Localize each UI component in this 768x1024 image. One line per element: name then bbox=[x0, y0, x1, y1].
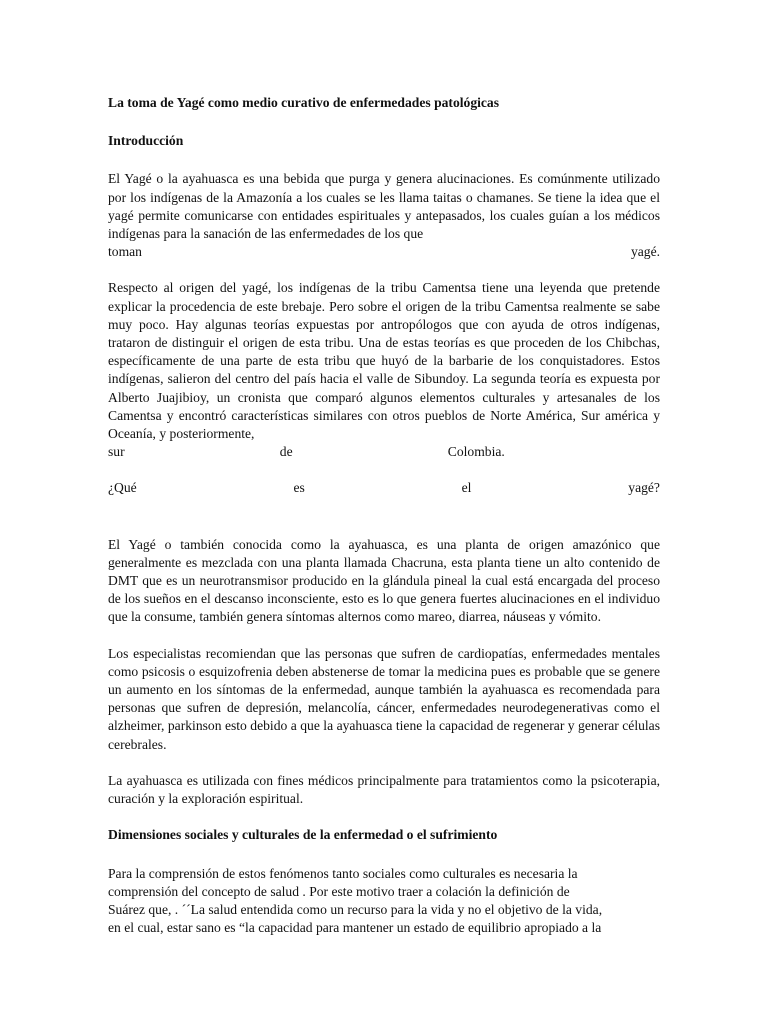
line-word: toman bbox=[108, 244, 142, 260]
paragraph-1: El Yagé o la ayahuasca es una bebida que purga y genera alucinaciones. Es comúnmente utilizado por los indígenas de la Amazonía a los cuales se les llama taitas o chamanes. Se tiene la idea que el yagé permite comunicarse con entidades espirituales y antepasados, los cuales guían a los médicos indígenas para la sanación de las enfermedades de los que bbox=[108, 171, 660, 242]
paragraph-3: El Yagé o también conocida como la ayahuasca, es una planta de origen amazónico que generalmente es mezclada con una planta llamada Chacruna, esta planta tiene un alto contenido de DMT que es un neurotransmisor producido en la glándula pineal la cual está encargada del proceso de los sueños en el descanso inconsciente, esto es lo que genera fuertes alucinaciones en el individuo que la consume, también genera síntomas alternos como mareo, diarrea, náuseas y vómito. bbox=[108, 536, 660, 625]
question-word: yagé? bbox=[628, 480, 660, 496]
paragraph-6-line: Suárez que, . ´´La salud entendida como un recurso para la vida y no el objetivo de la vida, bbox=[108, 901, 603, 917]
paragraph-2: Respecto al origen del yagé, los indígenas de la tribu Camentsa tiene una leyenda que pretende explicar la procedencia de este brebaje. Pero sobre el origen de la tribu Camentsa realmente se sabe muy poco. Hay algunas teorías expuestas por antropólogos que con ayuda de otros indígenas, trataron de distinguir el origen de esta tribu. Una de estas teorías es que proceden de los Chibchas, específicamente de una parte de esta tribu que huyó de la barbarie de los conquistadores. Estos indígenas, salieron del centro del país hacia el valle de Sibundoy. La segunda teoría es expuesta por Alberto Juajibioy, un cronista que comparó algunos elementos culturales y artesanales de los Camentsa y encontró características similares con otros pueblos de Norte América, Sur américa y Oceanía, y posteriormente, bbox=[108, 280, 660, 442]
paragraph-6-line: en el cual, estar sano es “la capacidad para mantener un estado de equilibrio apropiado a la bbox=[108, 920, 602, 936]
question-word: el bbox=[461, 480, 472, 496]
paragraph-5: La ayahuasca es utilizada con fines médicos principalmente para tratamientos como la psicoterapia, curación y la exploración espiritual. bbox=[108, 772, 660, 807]
line-word: Colombia. bbox=[447, 444, 505, 460]
document-body bbox=[108, 94, 660, 937]
question-word: ¿Qué bbox=[108, 480, 137, 496]
question-word: es bbox=[293, 480, 305, 496]
paragraph-6-line: Para la comprensión de estos fenómenos tanto sociales como culturales es necesaria la bbox=[108, 865, 578, 881]
section-2-heading: Dimensiones sociales y culturales de la enfermedad o el sufrimiento bbox=[108, 827, 498, 843]
paragraph-6 bbox=[108, 865, 660, 938]
intro-heading: Introducción bbox=[108, 133, 184, 149]
paragraph-6-line: comprensión del concepto de salud . Por este motivo traer a colación la definición de bbox=[108, 883, 570, 899]
line-word: de bbox=[279, 444, 293, 460]
question-heading bbox=[108, 479, 660, 497]
line-word: sur bbox=[108, 444, 125, 460]
line-word: yagé. bbox=[630, 244, 660, 260]
paragraph-2-last-line bbox=[108, 443, 660, 461]
paragraph-1-last-line bbox=[108, 243, 660, 261]
paragraph-4: Los especialistas recomiendan que las personas que sufren de cardiopatías, enfermedades mentales como psicosis o esquizofrenia deben abstenerse de tomar la medicina pues es probable que se genere un aumento en los síntomas de la enfermedad, aunque también la ayahuasca es recomendada para personas que sufren de depresión, melancolía, cáncer, enfermedades neurodegenerativas como el alzheimer, parkinson esto debido a que la ayahuasca tiene la capacidad de regenerar y generar células cerebrales. bbox=[108, 645, 660, 752]
document-title: La toma de Yagé como medio curativo de enfermedades patológicas bbox=[108, 95, 500, 110]
